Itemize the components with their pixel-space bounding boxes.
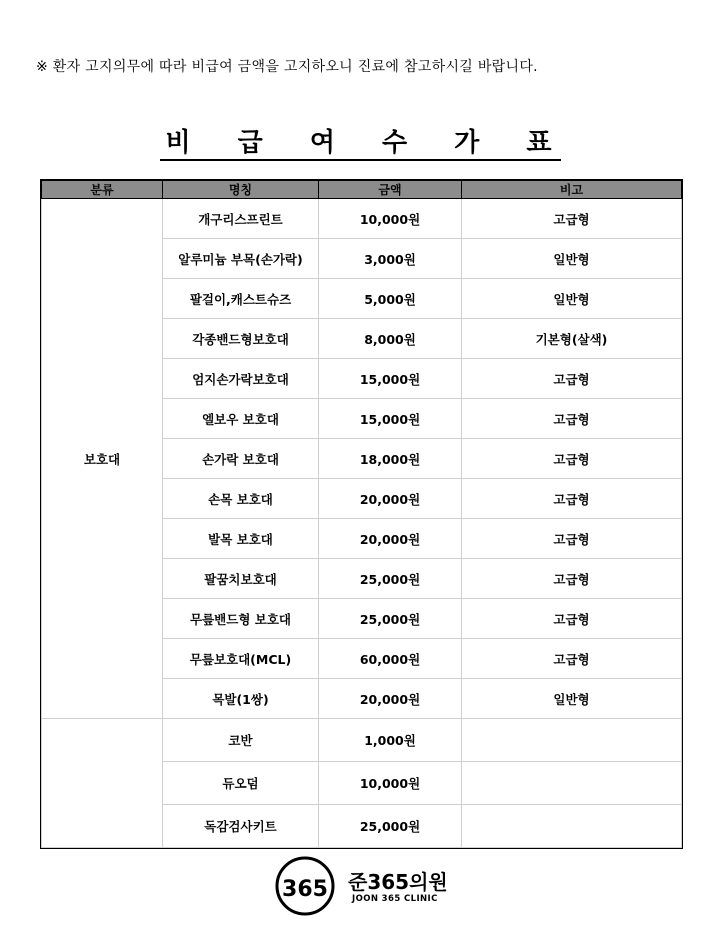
item-note-cell: 고급형 <box>462 639 682 679</box>
item-name-cell: 목발(1쌍) <box>163 679 319 719</box>
item-name-cell: 듀오덤 <box>163 762 319 805</box>
item-price-cell: 15,000원 <box>319 399 462 439</box>
item-name-cell: 팔걸이,캐스트슈즈 <box>163 279 319 319</box>
item-price-cell: 20,000원 <box>319 479 462 519</box>
item-price-cell: 25,000원 <box>319 805 462 848</box>
item-name-cell: 개구리스프린트 <box>163 199 319 239</box>
clinic-subtitle: JOON 365 CLINIC <box>352 894 438 904</box>
item-note-cell: 고급형 <box>462 439 682 479</box>
item-price-cell: 25,000원 <box>319 599 462 639</box>
item-name-cell: 무릎보호대(MCL) <box>163 639 319 679</box>
item-price-cell: 25,000원 <box>319 559 462 599</box>
item-price-cell: 15,000원 <box>319 359 462 399</box>
notice-text: ※ 환자 고지의무에 따라 비급여 금액을 고지하오니 진료에 참고하시길 바랍니다. <box>36 59 538 75</box>
document-title-wrap <box>0 128 721 161</box>
item-name-cell: 코반 <box>163 719 319 762</box>
table-row <box>42 719 682 762</box>
item-note-cell: 고급형 <box>462 399 682 439</box>
item-note-cell: 기본형(살색) <box>462 319 682 359</box>
header-note: 비고 <box>462 181 682 199</box>
group-protectors <box>42 199 682 719</box>
item-note-cell: 일반형 <box>462 279 682 319</box>
item-note-cell: 고급형 <box>462 199 682 239</box>
item-name-cell: 손목 보호대 <box>163 479 319 519</box>
clinic-logo-mark <box>274 856 338 916</box>
item-price-cell: 8,000원 <box>319 319 462 359</box>
item-note-cell <box>462 719 682 762</box>
item-name-cell: 독감검사키트 <box>163 805 319 848</box>
table-header-row <box>42 181 682 199</box>
fee-table <box>41 180 682 848</box>
item-name-cell: 무릎밴드형 보호대 <box>163 599 319 639</box>
item-note-cell: 고급형 <box>462 559 682 599</box>
item-name-cell: 엄지손가락보호대 <box>163 359 319 399</box>
item-name-cell: 팔꿈치보호대 <box>163 559 319 599</box>
item-price-cell: 10,000원 <box>319 762 462 805</box>
item-note-cell <box>462 805 682 848</box>
header-name: 명칭 <box>163 181 319 199</box>
item-price-cell: 20,000원 <box>319 519 462 559</box>
table-row <box>42 199 682 239</box>
group-other <box>42 719 682 848</box>
header-category: 분류 <box>42 181 163 199</box>
logo-mark-text: 365 <box>282 877 328 902</box>
item-name-cell: 알루미늄 부목(손가락) <box>163 239 319 279</box>
clinic-name: 준365의원 <box>348 870 448 894</box>
item-note-cell: 고급형 <box>462 599 682 639</box>
item-price-cell: 20,000원 <box>319 679 462 719</box>
item-note-cell: 고급형 <box>462 359 682 399</box>
item-name-cell: 각종밴드형보호대 <box>163 319 319 359</box>
item-price-cell: 5,000원 <box>319 279 462 319</box>
clinic-logo <box>274 856 474 916</box>
category-cell <box>42 719 163 848</box>
category-cell: 보호대 <box>42 199 163 719</box>
item-name-cell: 손가락 보호대 <box>163 439 319 479</box>
document-title: 비 급 여 수 가 표 <box>160 128 562 161</box>
item-note-cell: 고급형 <box>462 519 682 559</box>
item-price-cell: 60,000원 <box>319 639 462 679</box>
item-note-cell: 일반형 <box>462 239 682 279</box>
item-note-cell <box>462 762 682 805</box>
header-price: 금액 <box>319 181 462 199</box>
item-name-cell: 발목 보호대 <box>163 519 319 559</box>
item-note-cell: 고급형 <box>462 479 682 519</box>
item-price-cell: 10,000원 <box>319 199 462 239</box>
item-note-cell: 일반형 <box>462 679 682 719</box>
item-price-cell: 18,000원 <box>319 439 462 479</box>
item-name-cell: 엘보우 보호대 <box>163 399 319 439</box>
item-price-cell: 3,000원 <box>319 239 462 279</box>
item-price-cell: 1,000원 <box>319 719 462 762</box>
